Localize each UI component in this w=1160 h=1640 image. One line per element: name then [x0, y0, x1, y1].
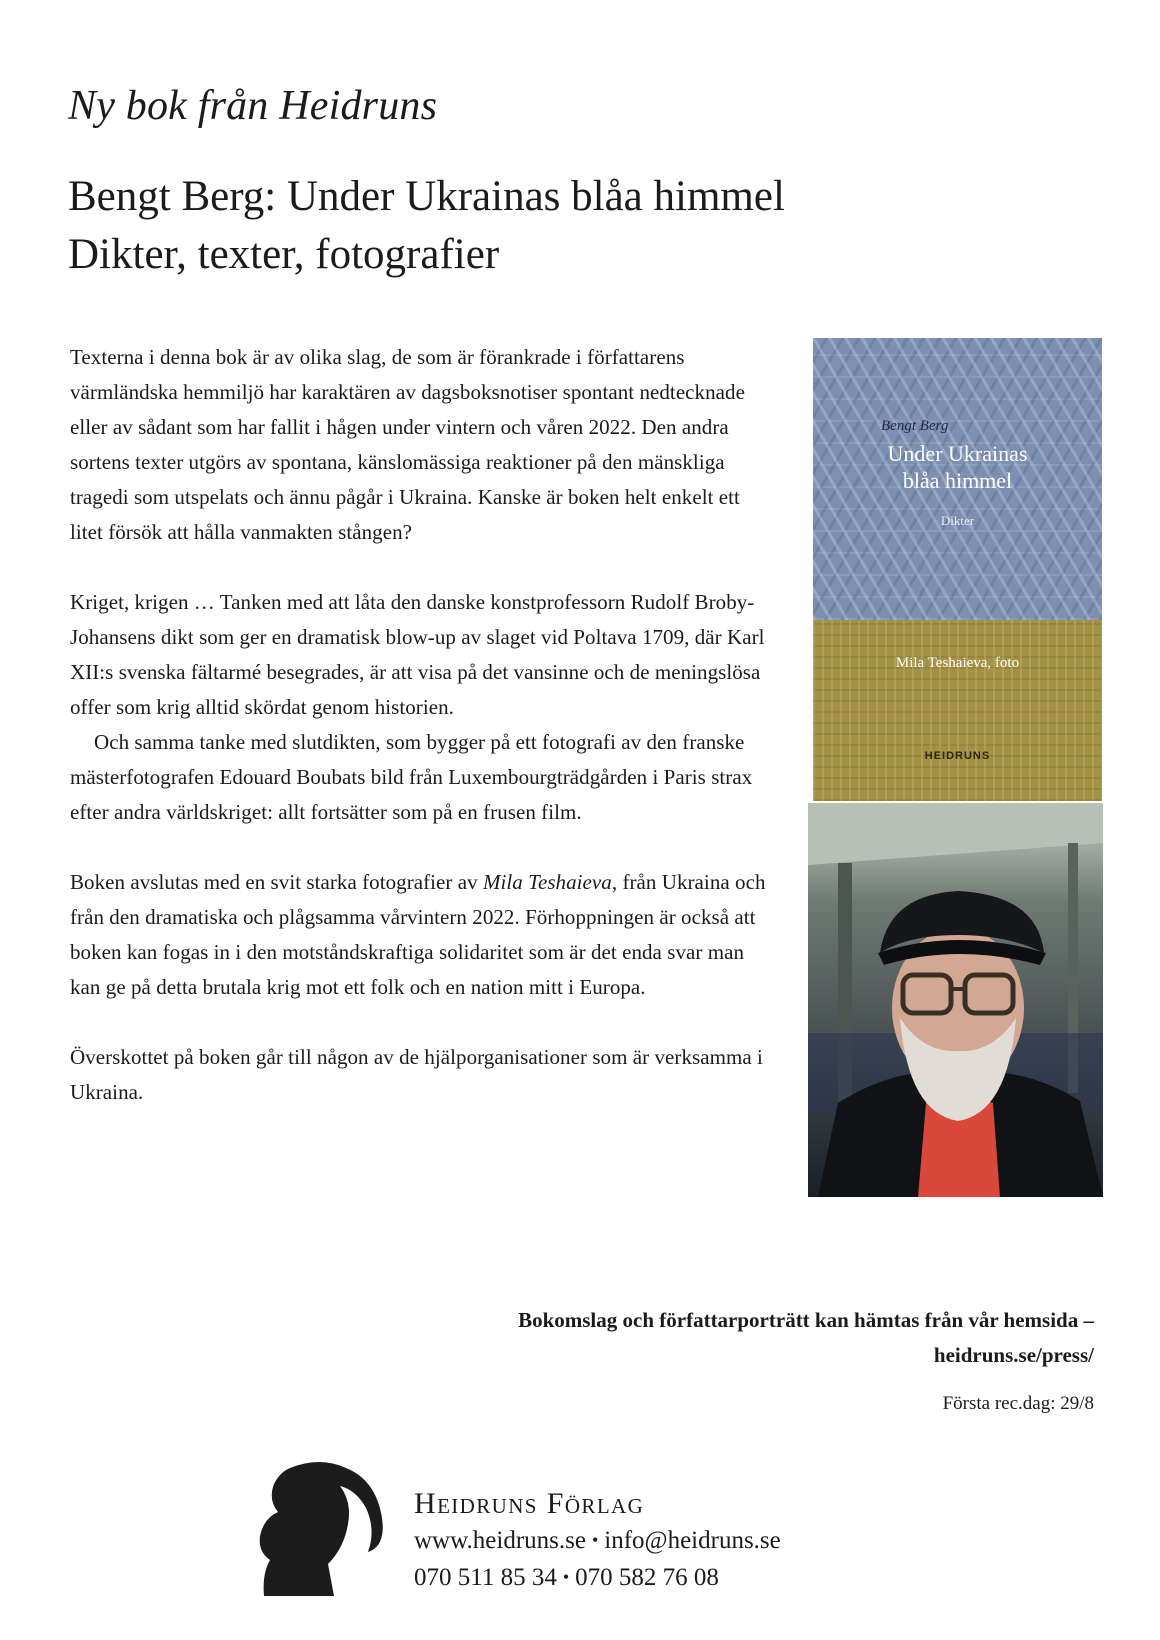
publisher-name: Heidruns Förlag — [414, 1487, 645, 1520]
kicker-heading: Ny bok från Heidruns — [68, 83, 438, 129]
email-link[interactable]: info@heidruns.se — [604, 1527, 781, 1554]
book-title — [68, 168, 785, 284]
release-date: Första rec.dag: 29/8 — [942, 1393, 1094, 1414]
paragraph-intro: Texterna i denna bok är av olika slag, de som är förankrade i författarens värmländska hemmiljö har karaktären av dagsboksnotiser spontant nedtecknade eller av sådant som har fallit i hågen under vintern och våren 2022. Den andra sortens texter utgörs av spontana, känslomässiga reaktioner på den mänskliga tragedi som utspelats och ännu pågår i Ukraina. Kanske är boken helt enkelt ett litet försök att hålla vanmakten stången? — [70, 345, 745, 544]
press-release-body — [70, 340, 770, 1145]
photographer-name: Mila Teshaieva — [483, 870, 612, 894]
book-title-line-1: Bengt Berg: Under Ukrainas blåa himmel — [68, 173, 785, 220]
cover-title-line-2: blåa himmel — [902, 468, 1013, 493]
paragraph-proceeds: Överskottet på boken går till någon av de hjälporganisationer som är verksamma i Ukraina. — [70, 1045, 763, 1104]
paragraph-photographs-start: Boken avslutas med en svit starka fotografier av — [70, 870, 483, 894]
press-url[interactable]: heidruns.se/press/ — [933, 1343, 1094, 1367]
paragraph-war: Kriget, krigen … Tanken med att låta den danske konstprofessorn Rudolf Broby-Johansens dikt som ger en dramatisk blow-up av slaget vid Poltava 1709, där Karl XII:s svenska fältarmé besegrades, är att visa på det vansinne och de meningslösa offer som krig alltid skördat genom historien. — [70, 590, 765, 719]
cover-title-line-1: Under Ukrainas — [887, 441, 1028, 466]
press-download-note — [518, 1303, 1094, 1373]
author-portrait-illustration — [808, 803, 1103, 1197]
press-note-line: Bokomslag och författarporträtt kan hämtas från vår hemsida – — [518, 1308, 1094, 1332]
phone-number-2[interactable]: 070 582 76 08 — [575, 1564, 719, 1591]
paragraph-photographs-end: , från Ukraina och från den dramatiska och plågsamma vårvintern 2022. Förhoppningen är också att boken kan fogas in i den motståndskraftiga solidaritet som är det enda svar man kan ge på detta brutala krig mot ett folk och en nation mitt i Europa. — [70, 870, 766, 999]
book-subtitle: Dikter, texter, fotografier — [68, 231, 500, 278]
phone-number-1[interactable]: 070 511 85 34 — [414, 1564, 557, 1591]
cover-publisher: HEIDRUNS — [924, 750, 991, 762]
web-contact-line — [414, 1522, 781, 1559]
cover-genre: Dikter — [940, 513, 975, 528]
paragraph-final-poem: Och samma tanke med slutdikten, som bygger på ett fotografi av den franske mästerfotografen Edouard Boubats bild från Luxembourgträdgården i Paris strax efter andra världskriget: allt fortsätter som på en frusen film. — [70, 730, 753, 824]
separator-dot: • — [591, 1530, 599, 1550]
cover-photo-credit: Mila Teshaieva, foto — [895, 655, 1020, 671]
phone-line — [414, 1559, 781, 1596]
cover-author: Bengt Berg — [881, 418, 949, 434]
author-portrait-photo — [808, 803, 1103, 1197]
website-link[interactable]: www.heidruns.se — [414, 1527, 586, 1554]
cover-yellow-pattern — [813, 620, 1102, 801]
paragraph-photographs — [70, 865, 770, 1005]
separator-dot: • — [562, 1567, 570, 1587]
publisher-contact — [414, 1486, 781, 1596]
book-cover-image — [813, 338, 1102, 801]
goat-logo-icon — [256, 1460, 388, 1596]
